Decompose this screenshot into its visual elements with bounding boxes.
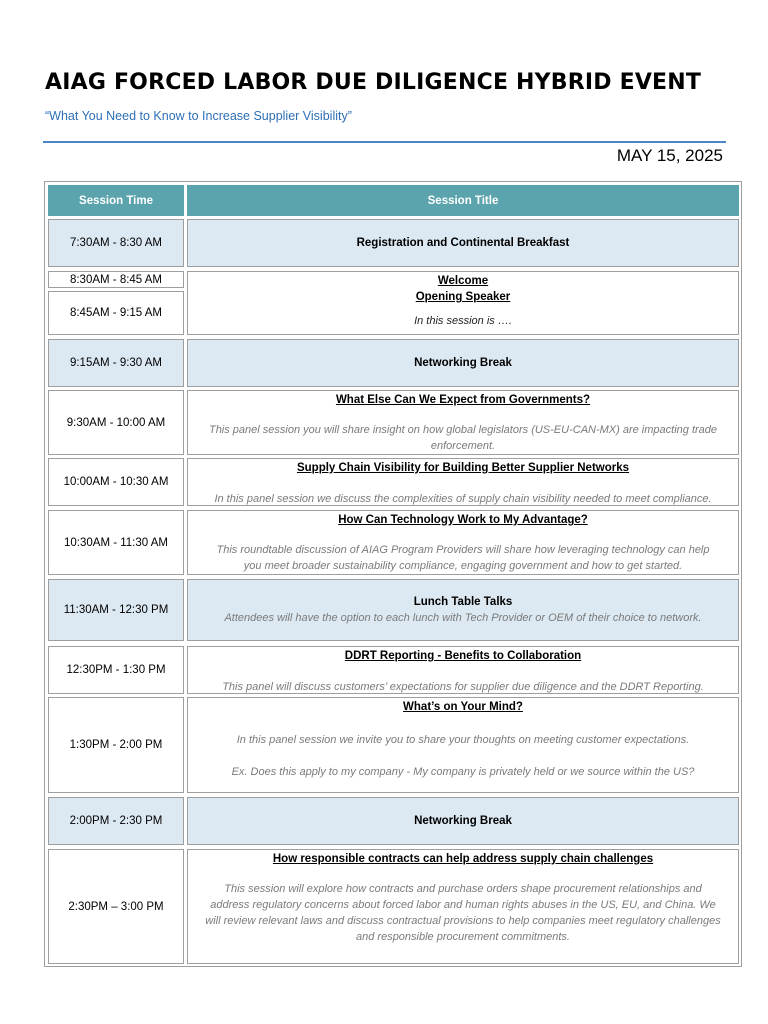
session-title-cell [187, 390, 739, 455]
session-title: Networking Break [414, 815, 512, 827]
session-title: Opening Speaker [415, 291, 511, 303]
session-title: Supply Chain Visibility for Building Better Supplier Networks [296, 462, 630, 474]
session-time-cell: 11:30AM - 12:30 PM [48, 579, 184, 641]
session-title: What’s on Your Mind? [403, 701, 523, 713]
session-time-cell: 10:00AM - 10:30 AM [48, 458, 184, 506]
event-date: MAY 15, 2025 [616, 146, 723, 165]
session-description: In this panel session we discuss the complexities of supply chain visibility needed to meet compliance. [214, 493, 712, 505]
session-title-cell [187, 271, 739, 335]
session-title: Registration and Continental Breakfast [356, 237, 570, 249]
session-time-cell: 2:00PM - 2:30 PM [48, 797, 184, 845]
session-time-cell: 12:30PM - 1:30 PM [48, 646, 184, 694]
session-description: In this session is …. [414, 315, 512, 327]
session-time-cell: 9:15AM - 9:30 AM [48, 339, 184, 387]
session-title-cell [187, 339, 739, 387]
session-title-cell [187, 579, 739, 641]
session-time-cell: 9:30AM - 10:00 AM [48, 390, 184, 455]
session-description: This roundtable discussion of AIAG Program Providers will share how leveraging technology can help you meet broader sustainability compliance, engaging government and how to get started. [216, 544, 710, 572]
session-time-cell: 10:30AM - 11:30 AM [48, 510, 184, 575]
session-title-cell [187, 219, 739, 267]
session-description: This session will explore how contracts and purchase orders shape procurement relationships and address regulatory concerns about forced labor and human rights abuses in the US, EU, and China. We will review relevant laws and discuss contractual provisions to help companies meet regulatory challenges and responsible procurement commitments. [205, 883, 721, 943]
session-title: Welcome [437, 275, 489, 287]
session-time-cell: 1:30PM - 2:00 PM [48, 697, 184, 793]
session-description: In this panel session we invite you to share your thoughts on meeting customer expectations. [236, 734, 690, 746]
session-title-cell [187, 849, 739, 964]
column-header-session-title: Session Title [187, 185, 739, 216]
session-time-cell: 8:30AM - 8:45 AM [48, 271, 184, 288]
session-title-cell [187, 646, 739, 694]
session-title-cell [187, 458, 739, 506]
session-description: Attendees will have the option to each lunch with Tech Provider or OEM of their choice to network. [224, 612, 702, 624]
session-title: How responsible contracts can help address supply chain challenges [272, 853, 654, 865]
session-title: How Can Technology Work to My Advantage? [338, 514, 588, 526]
session-title-cell [187, 510, 739, 575]
page-title: AIAG FORCED LABOR DUE DILIGENCE HYBRID EVENT [45, 70, 702, 95]
session-description: Ex. Does this apply to my company - My company is privately held or we source within the US? [231, 766, 695, 778]
session-description: This panel session you will share insight on how global legislators (US-EU-CAN-MX) are impacting trade enforcement. [208, 424, 718, 452]
session-title: Networking Break [414, 357, 512, 369]
session-title: What Else Can We Expect from Governments? [335, 394, 591, 406]
session-title: Lunch Table Talks [413, 596, 513, 608]
session-title: DDRT Reporting - Benefits to Collaboration [344, 650, 582, 662]
session-time-cell: 7:30AM - 8:30 AM [48, 219, 184, 267]
session-time-cell: 8:45AM - 9:15 AM [48, 291, 184, 335]
column-header-session-time: Session Time [48, 185, 184, 216]
session-title-cell [187, 697, 739, 793]
session-description: This panel will discuss customers’ expectations for supplier due diligence and the DDRT Reporting. [222, 681, 704, 693]
session-time-cell: 2:30PM – 3:00 PM [48, 849, 184, 964]
header-divider [43, 141, 726, 143]
session-title-cell [187, 797, 739, 845]
page-subtitle: “What You Need to Know to Increase Supplier Visibility” [45, 109, 352, 123]
